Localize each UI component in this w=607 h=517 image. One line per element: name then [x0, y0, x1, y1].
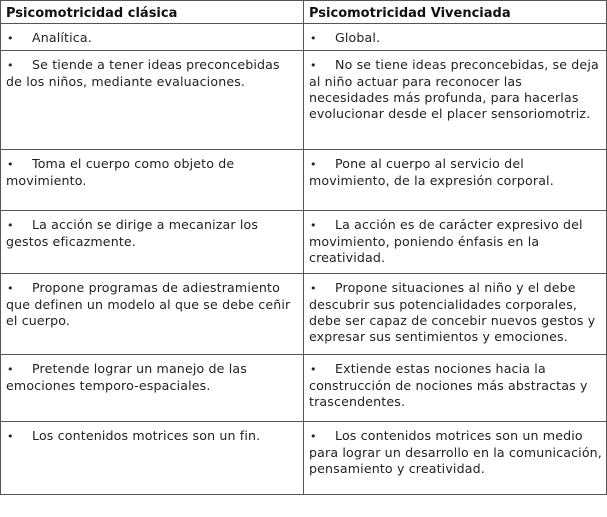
- cell-vivenciada: [304, 150, 607, 211]
- bullet: •: [310, 363, 317, 376]
- cell-vivenciada: [304, 51, 607, 150]
- cell-text: Los contenidos motrices son un medio para lograr un desarrollo en la comunicación, pensamiento y creatividad.: [309, 428, 602, 476]
- bullet: •: [7, 59, 14, 72]
- cell-text: La acción se dirige a mecanizar los gestos eficazmente.: [6, 217, 259, 249]
- cell-text: Global.: [335, 30, 381, 45]
- header-clasica: Psicomotricidad clásica: [1, 1, 304, 24]
- cell-text: Se tiende a tener ideas preconcebidas de los niños, mediante evaluaciones.: [6, 57, 280, 89]
- bullet: •: [7, 32, 14, 45]
- table-row: [1, 355, 607, 422]
- cell-vivenciada: [304, 274, 607, 355]
- cell-clasica: [1, 422, 304, 495]
- cell-clasica: [1, 355, 304, 422]
- cell-vivenciada: [304, 211, 607, 274]
- table-row: [1, 274, 607, 355]
- bullet: •: [310, 59, 317, 72]
- cell-vivenciada: [304, 422, 607, 495]
- cell-text: La acción es de carácter expresivo del movimiento, poniendo énfasis en la creatividad.: [309, 217, 583, 265]
- cell-text: Propone situaciones al niño y el debe descubrir sus potencialidades corporales, debe ser capaz de concebir nuevos gestos y expresar sus sentimientos y emociones.: [309, 280, 596, 344]
- cell-text: No se tiene ideas preconcebidas, se deja al niño actuar para reconocer las necesidades más profunda, para hacerlas evolucionar desde el placer sensoriomotriz.: [309, 57, 599, 121]
- cell-text: Pone al cuerpo al servicio del movimiento, de la expresión corporal.: [309, 156, 554, 188]
- table-row: [1, 150, 607, 211]
- bullet: •: [310, 430, 317, 443]
- bullet: •: [310, 158, 317, 171]
- table-row: [1, 422, 607, 495]
- cell-text: Propone programas de adiestramiento que definen un modelo al que se debe ceñir el cuerpo.: [6, 280, 291, 328]
- cell-vivenciada: [304, 355, 607, 422]
- table-row: [1, 211, 607, 274]
- cell-text: Extiende estas nociones hacia la construcción de nociones más abstractas y trascendentes.: [309, 361, 588, 409]
- cell-text: Toma el cuerpo como objeto de movimiento.: [6, 156, 235, 188]
- cell-text: Analítica.: [32, 30, 92, 45]
- table-row: [1, 24, 607, 51]
- cell-clasica: [1, 211, 304, 274]
- bullet: •: [7, 158, 14, 171]
- header-row: [1, 1, 607, 24]
- header-vivenciada: Psicomotricidad Vivenciada: [304, 1, 607, 24]
- cell-clasica: [1, 51, 304, 150]
- bullet: •: [7, 430, 14, 443]
- bullet: •: [310, 219, 317, 232]
- cell-vivenciada: [304, 24, 607, 51]
- cell-text: Pretende lograr un manejo de las emociones temporo-espaciales.: [6, 361, 247, 393]
- bullet: •: [7, 363, 14, 376]
- bullet: •: [7, 282, 14, 295]
- cell-clasica: [1, 24, 304, 51]
- bullet: •: [7, 219, 14, 232]
- cell-clasica: [1, 150, 304, 211]
- bullet: •: [310, 32, 317, 45]
- cell-text: Los contenidos motrices son un fin.: [32, 428, 261, 443]
- cell-clasica: [1, 274, 304, 355]
- table-row: [1, 51, 607, 150]
- bullet: •: [310, 282, 317, 295]
